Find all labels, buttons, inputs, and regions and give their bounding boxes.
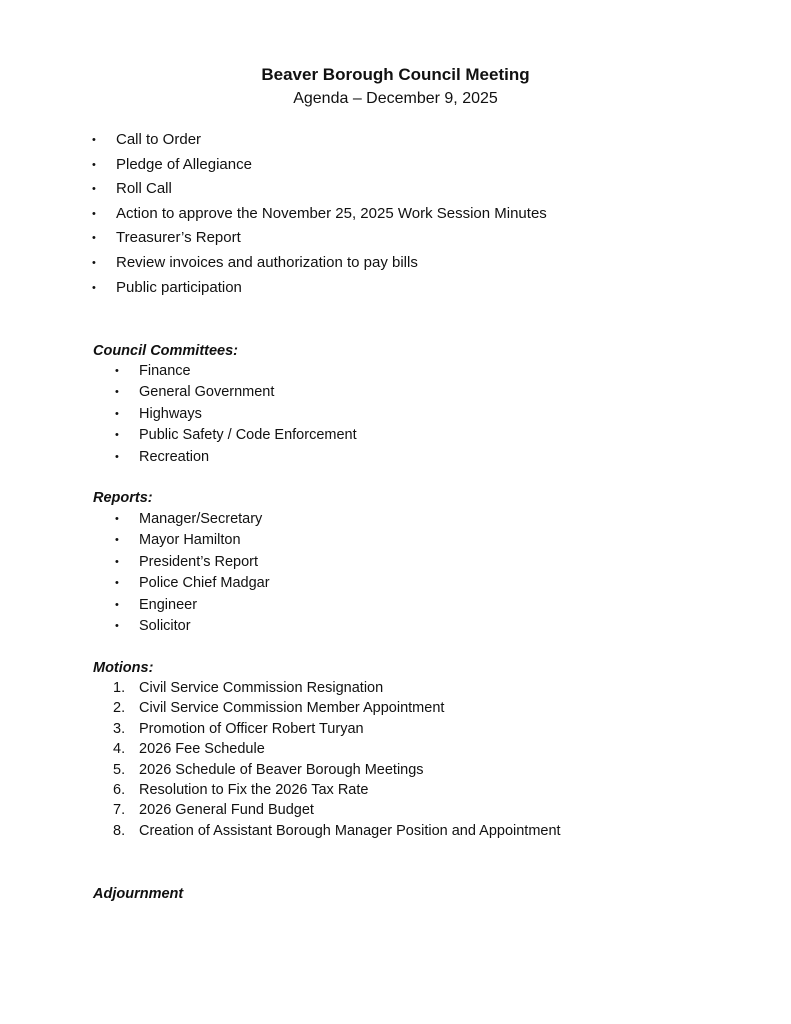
- list-item-number: 2.: [113, 700, 126, 717]
- list-item-label: Civil Service Commission Member Appointment: [139, 700, 445, 717]
- list-item: [113, 382, 357, 403]
- list-item-label: Recreation: [139, 448, 210, 465]
- list-item-number: 7.: [113, 802, 126, 819]
- list-item-number: 8.: [113, 822, 126, 839]
- bullet-icon: •: [92, 281, 96, 294]
- list-item-label: President’s Report: [139, 553, 259, 570]
- list-item: [113, 698, 561, 718]
- list-item: [113, 739, 561, 759]
- committees-list: [113, 361, 357, 468]
- motions-list: [113, 678, 561, 841]
- list-item: [113, 678, 561, 698]
- list-item: [113, 821, 561, 841]
- list-item-label: Promotion of Officer Robert Turyan: [139, 720, 364, 737]
- list-item-label: General Government: [139, 384, 275, 401]
- list-item-label: Solicitor: [139, 617, 191, 634]
- list-item: [90, 177, 547, 202]
- list-item: [113, 616, 270, 637]
- committees-heading: Council Committees:: [93, 343, 239, 359]
- list-item: [113, 509, 270, 530]
- list-item: [113, 425, 357, 446]
- list-item-label: Manager/Secretary: [139, 511, 263, 527]
- list-item: [113, 552, 270, 573]
- list-item: [113, 404, 357, 425]
- list-item: [90, 153, 547, 178]
- list-item-label: Highways: [139, 405, 202, 422]
- list-item-label: Civil Service Commission Resignation: [139, 680, 384, 696]
- list-item: [113, 760, 561, 780]
- bullet-icon: •: [92, 158, 96, 171]
- list-item: [90, 226, 547, 251]
- bullet-icon: •: [92, 232, 96, 245]
- bullet-icon: •: [115, 513, 119, 525]
- list-item: [113, 800, 561, 820]
- bullet-icon: •: [115, 577, 119, 590]
- list-item-number: 5.: [113, 761, 126, 778]
- bullet-icon: •: [115, 534, 119, 547]
- bullet-icon: •: [115, 429, 119, 442]
- bullet-icon: •: [92, 183, 96, 196]
- bullet-icon: •: [115, 598, 119, 611]
- list-item-label: Roll Call: [116, 180, 172, 198]
- list-item-label: Mayor Hamilton: [139, 532, 241, 549]
- agenda-list: [90, 128, 547, 300]
- list-item: [90, 251, 547, 276]
- list-item: [113, 780, 561, 800]
- list-item: [113, 573, 270, 594]
- list-item-label: Police Chief Madgar: [139, 575, 270, 592]
- bullet-icon: •: [115, 407, 119, 420]
- list-item-label: Call to Order: [116, 131, 202, 148]
- list-item-label: 2026 Schedule of Beaver Borough Meetings: [139, 761, 424, 778]
- list-item-number: 1.: [113, 680, 126, 696]
- list-item-label: Pledge of Allegiance: [116, 155, 252, 173]
- list-item-label: Review invoices and authorization to pay bills: [116, 253, 418, 271]
- list-item-label: Resolution to Fix the 2026 Tax Rate: [139, 781, 369, 798]
- list-item-number: 3.: [113, 720, 126, 737]
- list-item: [113, 530, 270, 551]
- list-item: [90, 128, 547, 153]
- bullet-icon: •: [115, 619, 119, 632]
- list-item: [113, 719, 561, 739]
- bullet-icon: •: [115, 450, 119, 463]
- list-item-label: Engineer: [139, 596, 198, 613]
- list-item-label: Action to approve the November 25, 2025 Work Session Minutes: [116, 204, 547, 222]
- page-title: Beaver Borough Council Meeting: [261, 65, 530, 84]
- list-item-label: 2026 Fee Schedule: [139, 741, 265, 758]
- bullet-icon: •: [92, 256, 96, 269]
- reports-list: [113, 509, 270, 637]
- list-item: [113, 447, 357, 468]
- page-subtitle: Agenda – December 9, 2025: [293, 90, 498, 107]
- list-item: [113, 361, 357, 382]
- bullet-icon: •: [115, 365, 119, 377]
- list-item: [113, 595, 270, 616]
- list-item-label: 2026 General Fund Budget: [139, 802, 314, 819]
- list-item-label: Finance: [139, 363, 191, 379]
- list-item-label: Public participation: [116, 278, 242, 296]
- adjournment-heading: Adjournment: [93, 886, 184, 902]
- list-item-number: 6.: [113, 781, 126, 798]
- list-item-label: Public Safety / Code Enforcement: [139, 427, 357, 444]
- bullet-icon: •: [115, 386, 119, 399]
- list-item: [90, 202, 547, 227]
- bullet-icon: •: [92, 134, 96, 146]
- motions-heading: Motions:: [93, 660, 154, 676]
- bullet-icon: •: [92, 207, 96, 220]
- reports-heading: Reports:: [93, 490, 153, 506]
- bullet-icon: •: [115, 555, 119, 568]
- list-item-number: 4.: [113, 741, 126, 758]
- list-item-label: Creation of Assistant Borough Manager Position and Appointment: [139, 822, 561, 839]
- list-item: [90, 276, 547, 301]
- list-item-label: Treasurer’s Report: [116, 229, 241, 247]
